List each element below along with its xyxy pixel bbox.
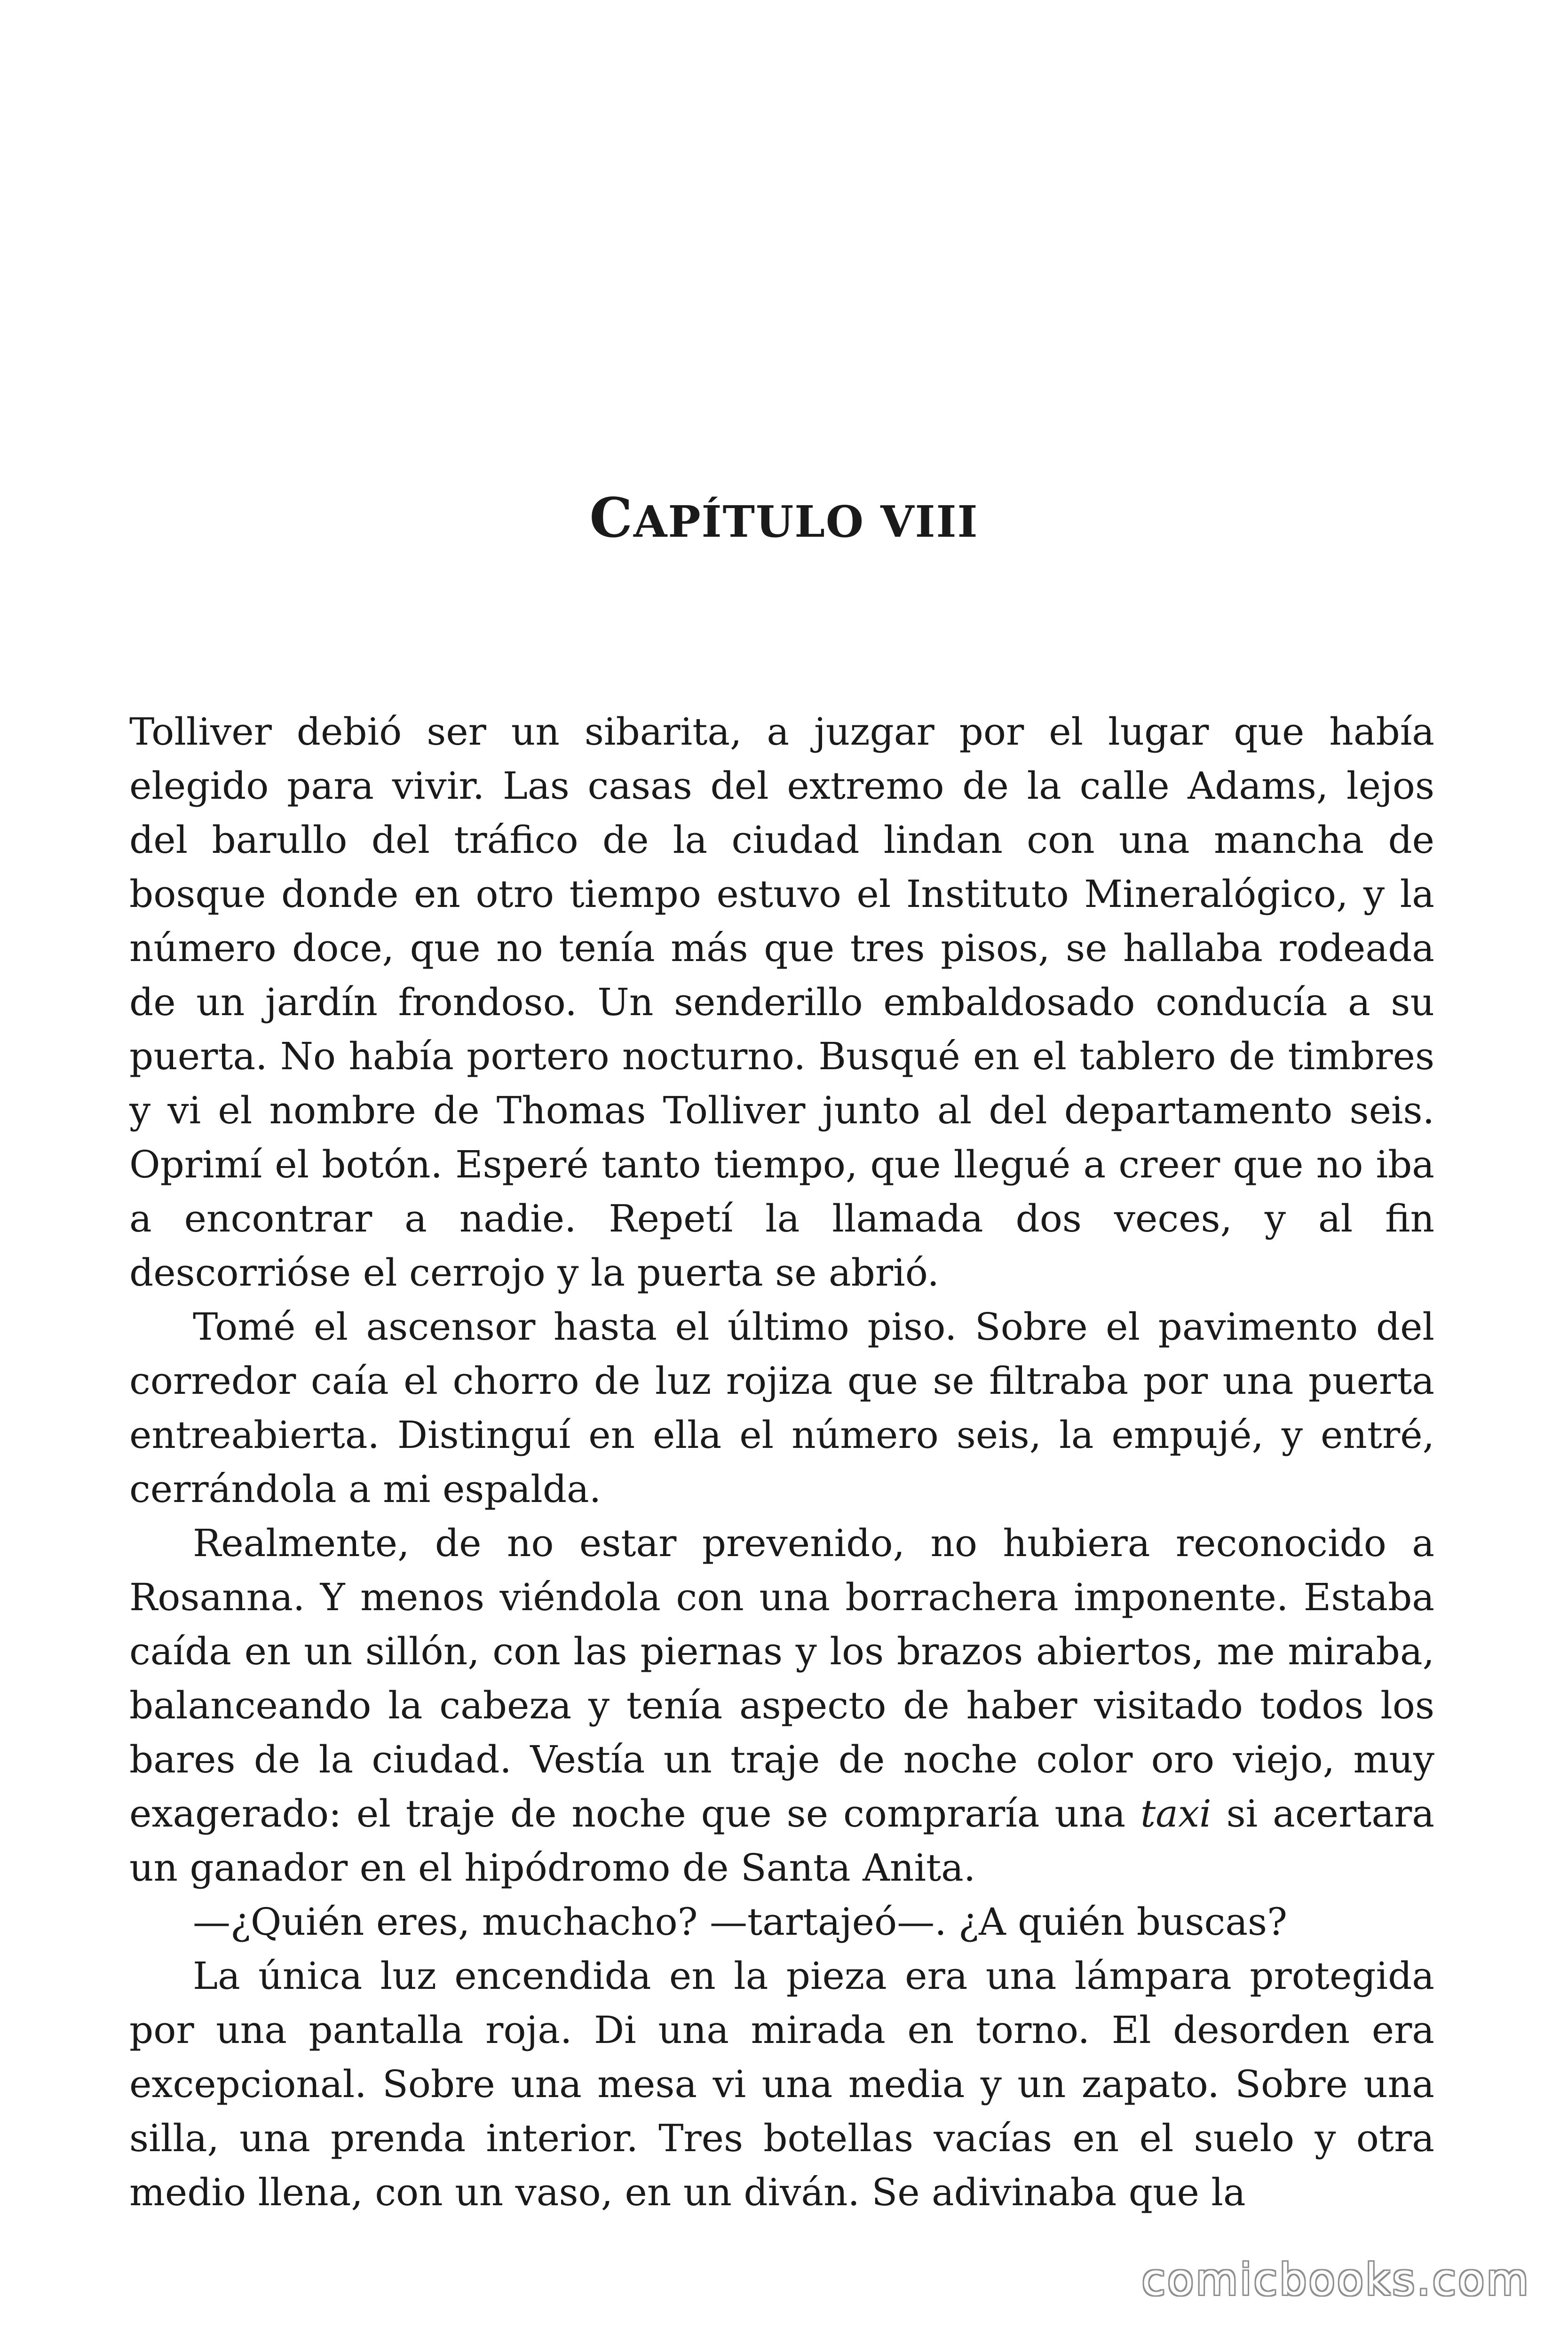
italic-word: taxi (1140, 1792, 1212, 1836)
body-text (129, 705, 1434, 2219)
paragraph-1: Tolliver debió ser un sibarita, a juzgar por el lugar que había elegido para vivir. Las casas del extremo de la calle Adams, lejos del barullo del tráfico de la ciudad lindan con una mancha de bosque donde en otro tiempo estuvo el Instituto Mineralógico, y la número doce, que no tenía más que tres pisos, se hallaba rodeada de un jardín frondoso. Un senderillo embaldosado conducía a su puerta. No había portero nocturno. Busqué en el tablero de timbres y vi el nombre de Thomas Tolliver junto al del departamento seis. Oprimí el botón. Esperé tanto tiempo, que llegué a creer que no iba a encontrar a nadie. Repetí la llamada dos veces, y al fin descorrióse el cerrojo y la puerta se abrió. (129, 710, 1434, 1295)
chapter-title (0, 488, 1568, 552)
paragraph-3-text-b: si acertara un ganador en el hipódromo de Santa Anita. (129, 1792, 1434, 1890)
dialogue-line: —¿Quién eres, muchacho? —tartajeó—. ¿A quién buscas? (193, 1900, 1287, 1944)
chapter-title-initial: C (589, 486, 634, 550)
paragraph-3-text-a: Realmente, de no estar prevenido, no hubiera reconocido a Rosanna. Y menos viéndola con una borrachera imponente. Estaba caída en un sillón, con las piernas y los brazos abiertos, me miraba, balanceando la cabeza y tenía aspecto de haber visitado todos los bares de la ciudad. Vestía un traje de noche color oro viejo, muy exagerado: el traje de noche que se compraría una (129, 1521, 1434, 1836)
paragraph-5: La única luz encendida en la pieza era una lámpara protegida por una pantalla roja. Di una mirada en torno. El desorden era excepcional. Sobre una mesa vi una media y un zapato. Sobre una silla, una prenda interior. Tres botellas vacías en el suelo y otra medio llena, con un vaso, en un diván. Se adivinaba que la (129, 1954, 1434, 2214)
chapter-title-rest: APÍTULO VIII (633, 496, 979, 548)
paragraph-3 (129, 1516, 1434, 1895)
watermark: comicbooks.com (1141, 2255, 1530, 2305)
paragraph-2: Tomé el ascensor hasta el último piso. Sobre el pavimento del corredor caía el chorro de luz rojiza que se filtraba por una puerta entreabierta. Distinguí en ella el número seis, la empujé, y entré, cerrándola a mi espalda. (129, 1305, 1434, 1511)
